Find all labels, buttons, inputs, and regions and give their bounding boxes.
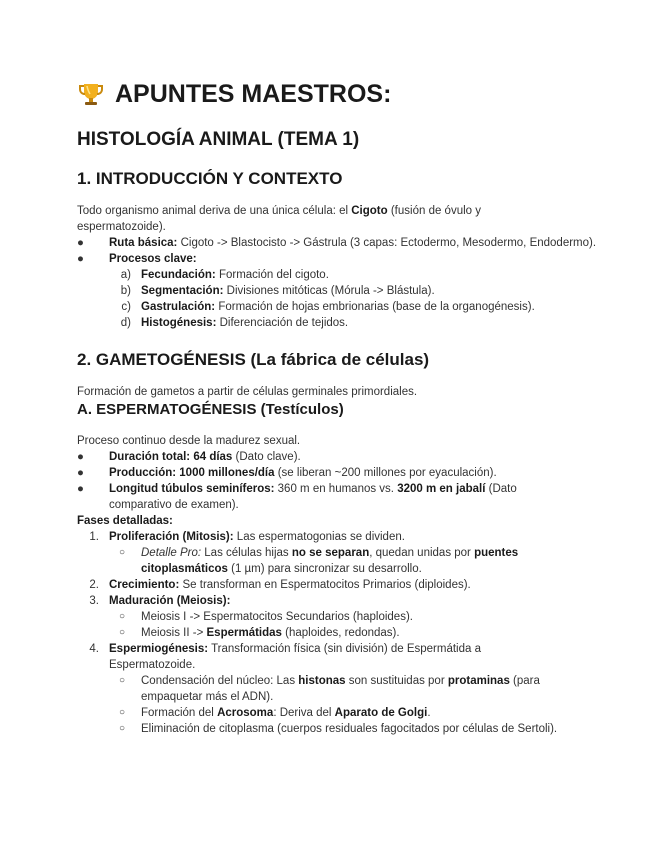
- subtitle-heading: HISTOLOGÍA ANIMAL (TEMA 1): [77, 129, 360, 150]
- document-title: [77, 78, 655, 110]
- section-1-intro: Todo organismo animal deriva de una única célula: el Cigoto (fusión de óvulo y espermatozoide).: [77, 205, 481, 233]
- list-item: ● Procesos clave: a) Fecundación: Formación del cigoto. b) Segmentación: Divisiones mitóticas (Mórula -> Blástula). c) Gastrulación: Formación de hojas embrionarias (base de la organogénesis). d) Histogénesis: Diferenciación de tejidos.: [77, 251, 655, 331]
- section-1-list: [77, 235, 655, 331]
- trophy-icon: [77, 80, 105, 108]
- circle-bullet-icon: ○: [119, 707, 126, 718]
- procesos-list: [77, 267, 655, 331]
- list-item: ● Duración total: 64 días (Dato clave).: [77, 451, 301, 463]
- fases-list: [77, 529, 655, 737]
- list-item: 2. Crecimiento: Se transforman en Espermatocitos Primarios (diploides).: [89, 579, 471, 591]
- circle-bullet-icon: ○: [119, 611, 126, 622]
- list-item: ○ Detalle Pro: Las células hijas no se separan, quedan unidas por puentes citoplasmáticos (1 µm) para sincronizar su desarrollo.: [119, 547, 519, 575]
- section-2-intro: Formación de gametos a partir de células germinales primordiales.: [77, 386, 418, 398]
- bullet-icon: ●: [77, 483, 84, 495]
- bullet-icon: ●: [77, 451, 84, 463]
- fases-label: Fases detalladas:: [77, 515, 173, 527]
- circle-bullet-icon: ○: [119, 723, 126, 734]
- list-item: 3. Maduración (Meiosis): ○ Meiosis I -> Espermatocitos Secundarios (haploides). ○ Meiosis II -> Espermátidas (haploides, redondas).: [77, 593, 655, 641]
- list-item: ○ Meiosis II -> Espermátidas (haploides, redondas).: [119, 627, 400, 639]
- bullet-icon: ●: [77, 237, 84, 249]
- list-item: a) Fecundación: Formación del cigoto.: [120, 269, 329, 281]
- list-item: ● Longitud túbulos seminíferos: 360 m en humanos vs. 3200 m en jabalí (Dato comparativo de examen).: [77, 483, 517, 511]
- list-item: b) Segmentación: Divisiones mitóticas (Mórula -> Blástula).: [120, 285, 435, 297]
- list-item: ○ Eliminación de citoplasma (cuerpos residuales fagocitados por células de Sertoli).: [119, 723, 558, 735]
- list-item: c) Gastrulación: Formación de hojas embrionarias (base de la organogénesis).: [121, 301, 535, 313]
- title-text: APUNTES MAESTROS:: [115, 80, 392, 108]
- facts-list: [77, 449, 547, 513]
- list-item: ● Producción: 1000 millones/día (se liberan ~200 millones por eyaculación).: [77, 467, 497, 479]
- subsection-a-heading: A. ESPERMATOGÉNESIS (Testículos): [77, 401, 344, 418]
- section-1-heading: 1. INTRODUCCIÓN Y CONTEXTO: [77, 169, 343, 188]
- list-item: d) Histogénesis: Diferenciación de tejidos.: [120, 317, 349, 329]
- bullet-icon: ●: [77, 253, 84, 265]
- list-item: ○ Condensación del núcleo: Las histonas son sustituidas por protaminas (para empaquetar más el ADN).: [119, 675, 540, 703]
- circle-bullet-icon: ○: [119, 547, 126, 558]
- circle-bullet-icon: ○: [119, 627, 126, 638]
- subsection-a-intro: Proceso continuo desde la madurez sexual.: [77, 435, 301, 447]
- list-item: 4. Espermiogénesis: Transformación física (sin división) de Espermátida a Espermatozoide. ○ Condensación del núcleo: Las histonas son sustituidas por protaminas (para empaquetar más el ADN). ○ Formación del Acrosoma: Deriva del Aparato de Golgi. ○ Eliminación de citoplasma (cuerpos residuales fagocitados por células de Sertoli).: [77, 641, 549, 737]
- list-item: 1. Proliferación (Mitosis): Las espermatogonias se dividen. ○ Detalle Pro: Las células hijas no se separan, quedan unidas por puentes citoplasmáticos (1 µm) para sincronizar su desarrollo.: [77, 529, 655, 577]
- list-item: ● Ruta básica: Cigoto -> Blastocisto -> Gástrula (3 capas: Ectodermo, Mesodermo, Endodermo).: [77, 237, 597, 249]
- list-item: ○ Formación del Acrosoma: Deriva del Aparato de Golgi.: [119, 707, 431, 719]
- bullet-icon: ●: [77, 467, 84, 479]
- list-item: ○ Meiosis I -> Espermatocitos Secundarios (haploides).: [119, 611, 413, 623]
- section-2-heading: 2. GAMETOGÉNESIS (La fábrica de células): [77, 350, 430, 369]
- circle-bullet-icon: ○: [119, 675, 126, 686]
